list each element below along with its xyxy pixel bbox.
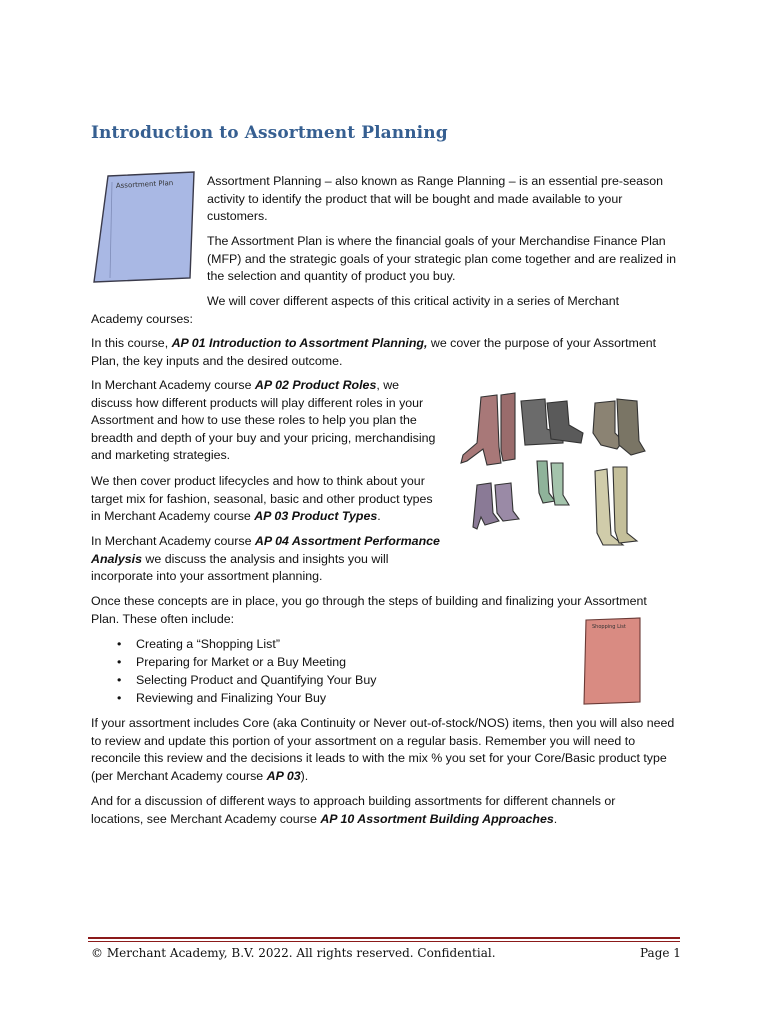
- shopping-list-label: Shopping List: [592, 624, 626, 630]
- shopping-list-illustration: [582, 616, 644, 706]
- boots-illustration: [455, 385, 655, 550]
- list-item: • Reviewing and Finalizing Your Buy: [117, 689, 376, 707]
- paragraph-series-intro: We will cover different aspects of this critical activity in a series of Merchant: [207, 294, 620, 308]
- paragraph-building-steps: Once these concepts are in place, you go through the steps of building and finalizing your Assortment Plan. These often include:: [91, 594, 647, 626]
- footer-page-number: Page 1: [640, 946, 681, 960]
- paragraph-ap10: And for a discussion of different ways to approach building assortments for different channels or locations, see Merchant Academy course AP 10 Assortment Building Approaches.: [91, 794, 616, 826]
- paragraph-intro: Assortment Planning – also known as Range Planning – is an essential pre-season activity to identify the product that will be bought and made available to your customers.: [207, 174, 663, 224]
- list-item: • Selecting Product and Quantifying Your Buy: [117, 671, 376, 689]
- list-item: • Preparing for Market or a Buy Meeting: [117, 653, 376, 671]
- paragraph-ap02: In Merchant Academy course AP 02 Product Roles, we discuss how different products will play different roles in your Assortment and how to use these roles to help you plan the breadth and depth of your buy and your pricing, merchandising and marketing strategies.: [91, 378, 436, 463]
- footer-copyright: © Merchant Academy, B.V. 2022. All rights reserved. Confidential.: [91, 946, 496, 960]
- assortment-plan-illustration: [90, 170, 202, 288]
- page-title: Introduction to Assortment Planning: [91, 123, 448, 143]
- paragraph-ap03: We then cover product lifecycles and how to think about your target mix for fashion, seasonal, basic and other product types in Merchant Academy course AP 03 Product Types.: [91, 474, 433, 524]
- assortment-plan-label: Assortment Plan: [115, 179, 174, 190]
- steps-list: [117, 635, 376, 707]
- paragraph-series-intro-cont: Academy courses:: [91, 312, 193, 326]
- list-item: • Creating a “Shopping List”: [117, 635, 376, 653]
- footer-divider-thin: [88, 941, 680, 942]
- paragraph-ap01: In this course, AP 01 Introduction to Assortment Planning, we cover the purpose of your Assortment Plan, the key inputs and the desired outcome.: [91, 336, 657, 368]
- paragraph-ap04: In Merchant Academy course AP 04 Assortment Performance Analysis we discuss the analysis and insights you will incorporate into your assortment planning.: [91, 534, 440, 584]
- paragraph-assortment-plan: The Assortment Plan is where the financial goals of your Merchandise Finance Plan (MFP) and the strategic goals of your strategic plan come together and are realized in the selection and quantity of product you buy.: [207, 234, 677, 284]
- paragraph-core-items: If your assortment includes Core (aka Continuity or Never out-of-stock/NOS) items, then you will also need to review and update this portion of your assortment on a regular basis. Remember you will need to reconcile this review and the decisions it leads to with the mix % you set for your Core/Basic product type (per Merchant Academy course AP 03).: [91, 716, 675, 783]
- footer-divider: [88, 937, 680, 939]
